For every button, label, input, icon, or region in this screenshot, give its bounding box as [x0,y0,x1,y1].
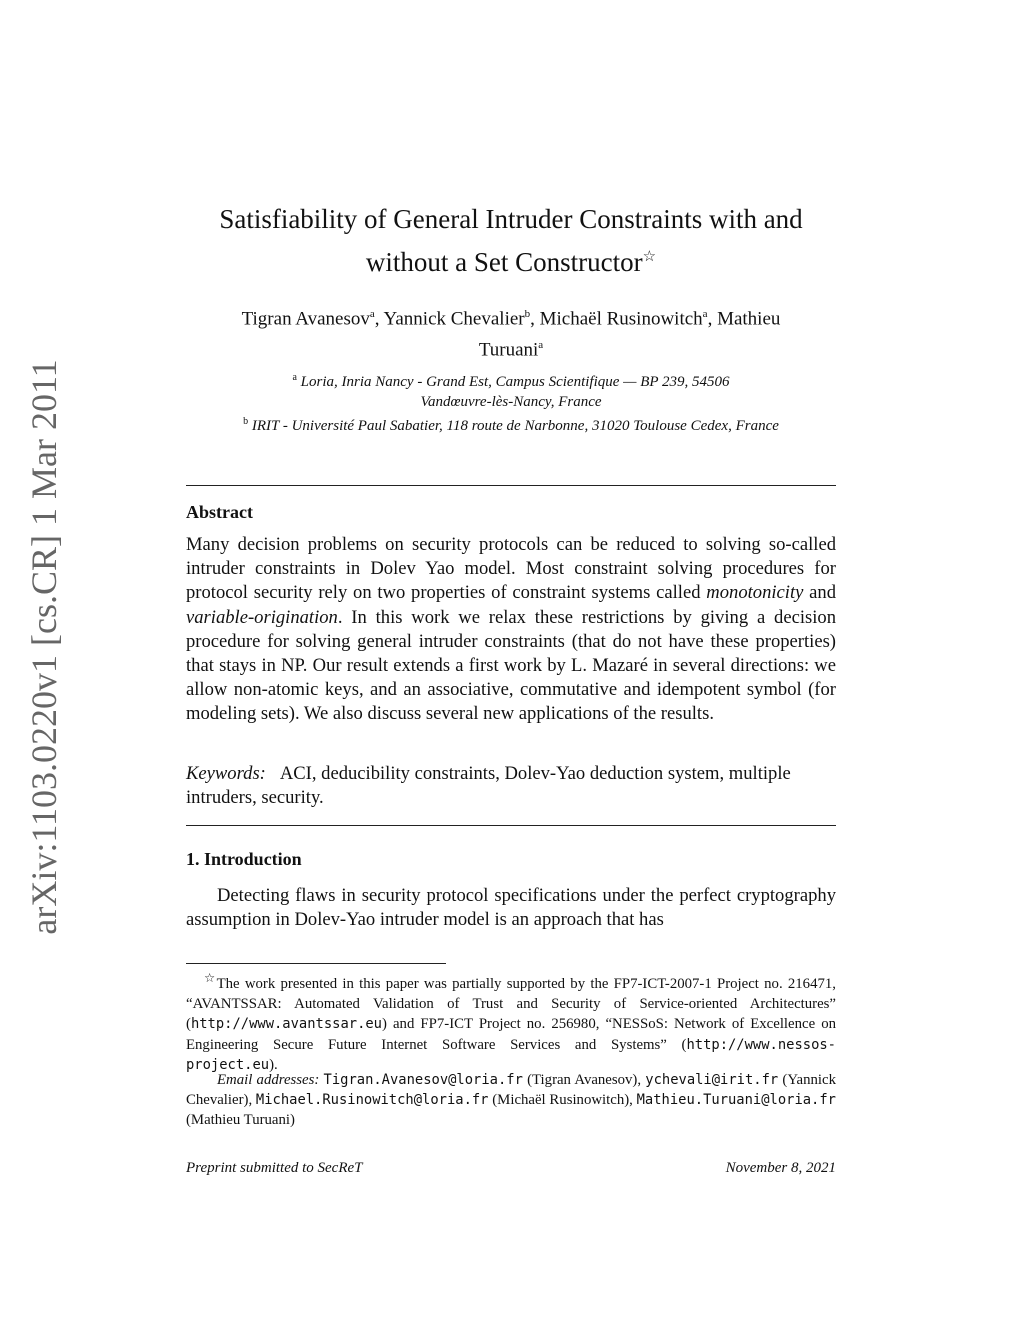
abstract-part-1: Many decision problems on security protocols can be reduced to solving so-called intruder constraints in Dolev Yao model. Most constraint solving procedures for protocol security rely on two properties of constraint systems called [186,534,836,604]
email-owner: (Michaël Rusinowitch), [488,1092,637,1109]
preprint-note: Preprint submitted to SecReT [186,1160,363,1176]
abstract-part-2: and [803,582,837,604]
introduction-text: Detecting flaws in security protocol specifications under the perfect cryptography assumption in Dolev-Yao intruder model is an approach that has [186,885,836,931]
title-line-2-text: without a Set Constructor [365,247,643,277]
abstract-bottom-rule [186,825,836,826]
abstract-text [186,533,836,727]
email-owner: (Yannick Chevalier), [186,1072,836,1109]
email-avanesov[interactable]: Tigran.Avanesov@loria.fr [323,1072,523,1088]
funding-footnote [186,968,836,1075]
affiliation-a-line-2: Vandœuvre-lès-Nancy, France [420,394,602,410]
keywords-label: Keywords: [186,763,266,784]
arxiv-identifier: arXiv:1103.0220v1 [cs.CR] 1 Mar 2011 [24,359,64,935]
introduction-heading: 1. Introduction [186,849,302,869]
abstract-emphasis-1: monotonicity [706,582,804,604]
affiliation-label: b [243,416,249,427]
affiliations [150,368,872,436]
author-affil-mark: b [524,308,531,320]
affiliation-b-line-1: IRIT - Université Paul Sabatier, 118 route de Narbonne, 31020 Toulouse Cedex, France [251,418,779,434]
affiliation-a-line-1: Loria, Inria Nancy - Grand Est, Campus Scientifique — BP 239, 54506 [300,374,730,390]
title-footnote-mark: ☆ [642,249,657,265]
keywords-text: ACI, deducibility constraints, Dolev-Yao deduction system, multiple intruders, security. [186,763,791,809]
footnote-rule [186,963,446,964]
email-rusinowitch[interactable]: Michael.Rusinowitch@loria.fr [255,1092,489,1109]
author-name: Michaël Rusinowitch [539,308,703,330]
affiliation-a [150,368,872,392]
author-affil-mark: a [538,339,544,352]
author-name: Yannick Chevalier [383,308,525,330]
title-line-1: Satisfiability of General Intruder Constraints with and [219,204,803,234]
footnote-part-3: ). [269,1056,278,1073]
email-owner: (Tigran Avanesov), [522,1072,642,1088]
abstract-top-rule [186,485,836,486]
nessos-link[interactable]: http://www.nessos-project.eu [186,1036,836,1073]
affiliation-b [150,412,872,436]
email-turuani[interactable]: Mathieu.Turuani@loria.fr [636,1092,836,1109]
email-chevalier[interactable]: ychevali@irit.fr [645,1072,779,1088]
abstract-heading: Abstract [186,502,253,522]
title-line-2 [186,238,836,281]
footnote-part-1: The work presented in this paper was partially supported by the FP7-ICT-2007-1 Project no. 216471, “AVANTSSAR: Automated Validation of Trust and Security of Service-oriented Architectures” ( [186,975,836,1033]
email-addresses [186,1070,836,1131]
author-separator: , [530,308,535,330]
author-list [186,301,836,364]
footnote-mark: ☆ [204,971,217,985]
abstract-part-3: . In this work we relax these restrictions by giving a decision procedure for solving general intruder constraints (that do not have these properties) that stays in NP. Our result extends a first work by L. Mazaré in several directions: we allow non-atomic keys, and an associative, commutative and idempotent symbol (for modeling sets). We also discuss several new applications of the results. [186,606,836,725]
footer-date: November 8, 2021 [725,1160,836,1176]
author-first-name: Mathieu [717,308,781,330]
page-footer [186,1160,836,1177]
paper-title [186,200,836,281]
email-label: Email addresses: [217,1072,320,1088]
abstract-emphasis-2: variable-origination [186,606,338,628]
avantssar-link[interactable]: http://www.avantssar.eu [190,1016,382,1033]
author-separator: , [374,308,380,330]
author-affil-mark: a [702,308,708,320]
keywords [186,762,836,810]
affiliation-label: a [292,372,297,383]
footnote-part-2: ) and FP7-ICT Project no. 256980, “NESSoS: Network of Excellence on Engineering Secure Future Internet Software Services and Systems” ( [186,1016,836,1053]
author-separator: , [707,308,713,330]
author-name: Tigran Avanesov [241,308,370,330]
author-last-name: Turuani [478,339,539,361]
author-affil-mark: a [369,308,375,320]
email-owner: (Mathieu Turuani) [186,1112,295,1129]
